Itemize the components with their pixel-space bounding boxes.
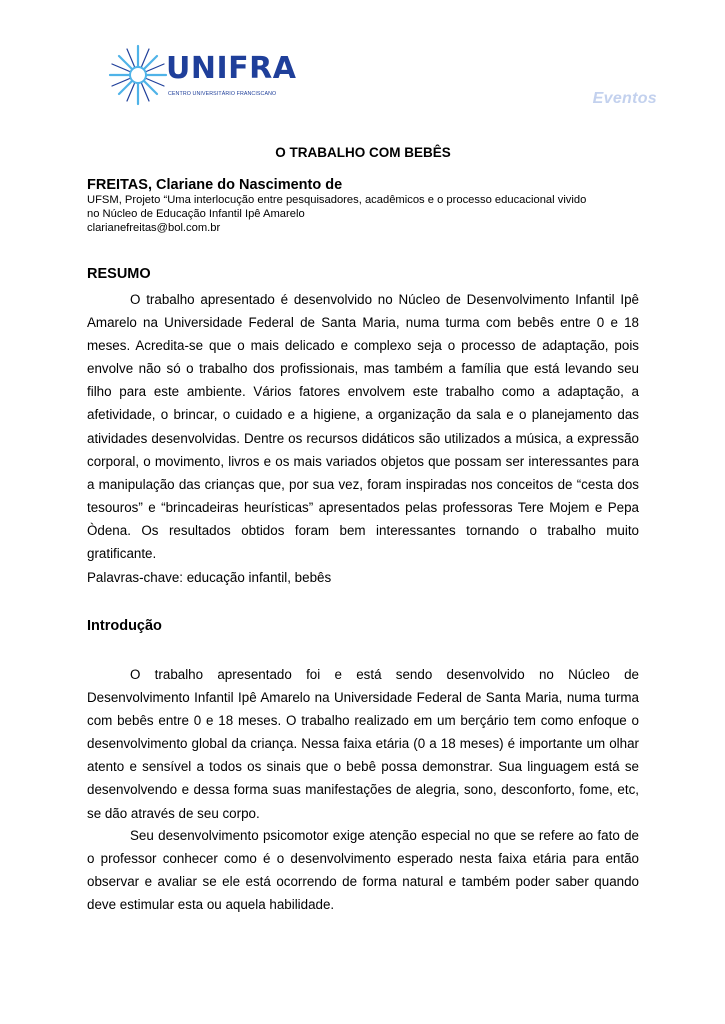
sun-star-icon xyxy=(108,44,168,106)
author-affiliation xyxy=(87,193,639,235)
introduction-heading: Introdução xyxy=(87,618,162,634)
introduction-paragraph: O trabalho apresentado foi e está sendo desenvolvido no Núcleo de Desenvolvimento Infantil Ipê Amarelo na Universidade Federal de Santa Maria, numa turma com bebês entre 0 e 18 meses. O trabalho realizado em um berçário tem como enfoque o desenvolvimento global da criança. Nessa faixa etária (0 a 18 meses) é importante um olhar atento e sensível a todos os sinais que o bebê possa demonstrar. Sua linguagem está se desenvolvendo e dessa forma suas manifestações de alegria, sono, desconforto, fome, etc, se dão através de seu corpo. xyxy=(87,667,639,821)
keywords: Palavras-chave: educação infantil, bebês xyxy=(87,570,332,585)
section-label: Eventos xyxy=(592,90,657,107)
author-name: FREITAS, Clariane do Nascimento de xyxy=(87,177,343,193)
unifra-logo xyxy=(108,44,297,106)
logo-subtitle: CENTRO UNIVERSITÁRIO FRANCISCANO xyxy=(168,91,277,97)
author-email: clarianefreitas@bol.com.br xyxy=(87,222,221,234)
affiliation-line: UFSM, Projeto “Uma interlocução entre pesquisadores, acadêmicos e o processo educacional vivido xyxy=(87,194,587,206)
affiliation-line: no Núcleo de Educação Infantil Ipê Amarelo xyxy=(87,208,305,220)
abstract-paragraph: O trabalho apresentado é desenvolvido no Núcleo de Desenvolvimento Infantil Ipê Amarelo na Universidade Federal de Santa Maria, numa turma com bebês entre 0 e 18 meses. Acredita-se que o mais delicado e complexo seja o processo de adaptação, pois envolve não só o trabalho dos profissionais, mas também a família que está levando seu filho para este ambiente. Vários fatores envolvem este trabalho como a adaptação, a afetividade, o brincar, o cuidado e a higiene, a organização da sala e o planejamento das atividades desenvolvidas. Dentre os recursos didáticos são utilizados a música, a expressão corporal, o movimento, livros e os mais variados objetos que possam ser interessantes para a manipulação das crianças que, por sua vez, foram inspiradas nos conceitos de “cesta dos tesouros” e “brincadeiras heurísticas” apresentados pelas professoras Tere Mojem e Pepa Òdena. Os resultados obtidos foram bem interessantes tornando o trabalho muito gratificante. xyxy=(87,292,639,562)
logo-wordmark: UNIFRA xyxy=(166,51,297,86)
document-title: O TRABALHO COM BEBÊS xyxy=(275,145,451,160)
introduction-paragraph: Seu desenvolvimento psicomotor exige atenção especial no que se refere ao fato de o professor conhecer como é o desenvolvimento esperado nesta faixa etária para então observar e avaliar se ele está ocorrendo de forma natural e também poder saber quando deve estimular esta ou aquela habilidade. xyxy=(87,828,639,913)
abstract-heading: RESUMO xyxy=(87,266,151,282)
